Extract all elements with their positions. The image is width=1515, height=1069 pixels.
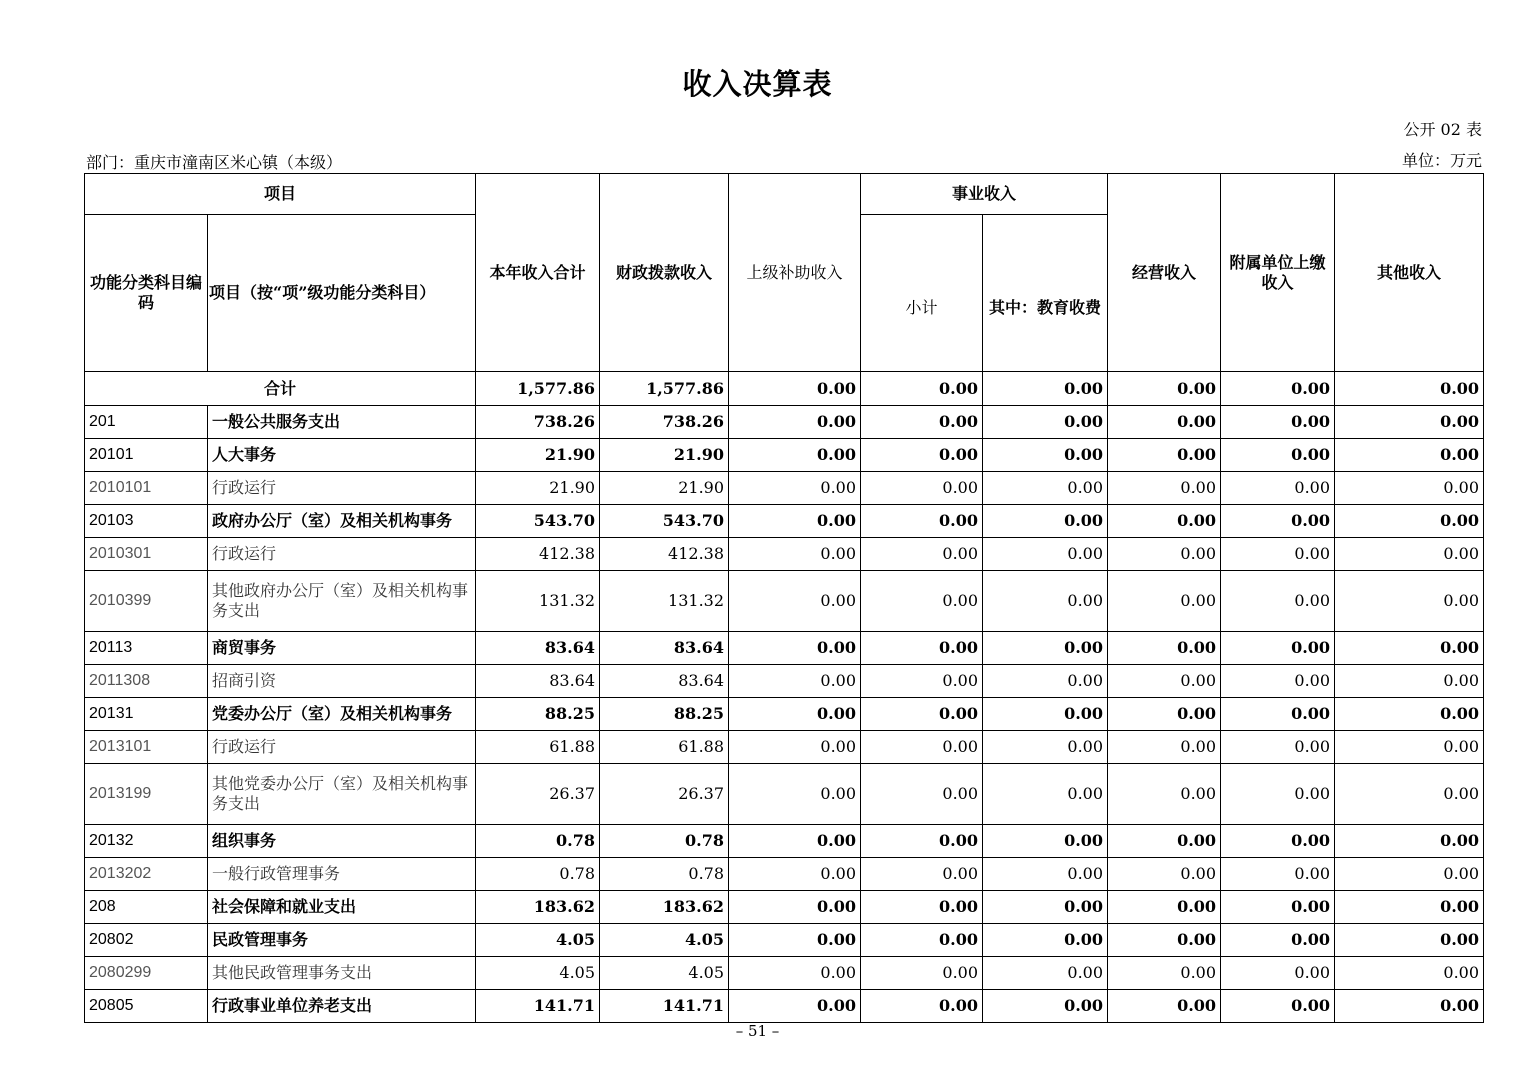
row-value: 0.00 <box>1108 505 1221 538</box>
unit-label: 单位：万元 <box>1401 151 1482 170</box>
total-value: 0.00 <box>729 372 861 406</box>
row-value: 141.71 <box>476 990 600 1023</box>
row-value: 0.00 <box>1335 698 1484 731</box>
row-value: 0.00 <box>729 505 861 538</box>
row-code: 20113 <box>85 632 208 665</box>
row-value: 0.00 <box>983 858 1108 891</box>
row-value: 0.00 <box>1221 825 1335 858</box>
row-value: 0.00 <box>1335 632 1484 665</box>
row-name: 人大事务 <box>208 439 476 472</box>
row-value: 0.00 <box>983 891 1108 924</box>
row-value: 0.00 <box>1335 406 1484 439</box>
row-name: 招商引资 <box>208 665 476 698</box>
row-value: 0.00 <box>861 891 983 924</box>
row-value: 0.78 <box>476 858 600 891</box>
row-code: 2010301 <box>85 538 208 571</box>
header-other: 其他收入 <box>1335 174 1484 372</box>
row-value: 0.00 <box>1335 731 1484 764</box>
row-code: 2011308 <box>85 665 208 698</box>
row-value: 61.88 <box>600 731 729 764</box>
row-value: 0.00 <box>1108 439 1221 472</box>
row-value: 0.00 <box>861 406 983 439</box>
row-value: 141.71 <box>600 990 729 1023</box>
row-value: 83.64 <box>476 632 600 665</box>
row-value: 0.00 <box>729 825 861 858</box>
row-name: 商贸事务 <box>208 632 476 665</box>
table-row <box>85 731 1484 764</box>
row-value: 131.32 <box>600 571 729 632</box>
row-value: 0.00 <box>1221 665 1335 698</box>
row-value: 0.00 <box>1221 505 1335 538</box>
table-row <box>85 472 1484 505</box>
page-title: 收入决算表 <box>682 67 833 101</box>
row-value: 21.90 <box>476 472 600 505</box>
header-operating: 经营收入 <box>1108 174 1221 372</box>
row-value: 0.00 <box>729 891 861 924</box>
total-value: 0.00 <box>983 372 1108 406</box>
row-value: 0.00 <box>729 439 861 472</box>
row-value: 0.00 <box>729 538 861 571</box>
row-value: 0.00 <box>983 731 1108 764</box>
row-value: 0.00 <box>1221 764 1335 825</box>
row-value: 0.00 <box>983 665 1108 698</box>
income-table <box>84 173 1484 1023</box>
row-value: 0.00 <box>1108 825 1221 858</box>
row-value: 0.00 <box>1221 858 1335 891</box>
row-name: 社会保障和就业支出 <box>208 891 476 924</box>
row-value: 738.26 <box>600 406 729 439</box>
row-value: 0.00 <box>1335 957 1484 990</box>
row-value: 0.00 <box>1108 731 1221 764</box>
row-value: 183.62 <box>476 891 600 924</box>
row-value: 0.00 <box>729 858 861 891</box>
row-value: 0.00 <box>861 698 983 731</box>
header-project: 项目 <box>85 174 476 215</box>
row-value: 0.00 <box>1335 858 1484 891</box>
row-value: 0.00 <box>729 406 861 439</box>
table-row <box>85 406 1484 439</box>
row-value: 0.00 <box>983 406 1108 439</box>
row-value: 543.70 <box>476 505 600 538</box>
row-value: 0.00 <box>1108 632 1221 665</box>
row-value: 0.00 <box>729 571 861 632</box>
row-value: 0.00 <box>983 990 1108 1023</box>
row-value: 0.00 <box>1335 825 1484 858</box>
row-name: 民政管理事务 <box>208 924 476 957</box>
row-value: 0.00 <box>861 632 983 665</box>
row-value: 738.26 <box>476 406 600 439</box>
row-value: 0.00 <box>983 764 1108 825</box>
row-value: 0.00 <box>983 825 1108 858</box>
row-value: 0.00 <box>1335 990 1484 1023</box>
row-value: 412.38 <box>476 538 600 571</box>
row-value: 0.00 <box>1221 439 1335 472</box>
row-value: 0.78 <box>600 825 729 858</box>
row-value: 0.00 <box>1108 891 1221 924</box>
row-value: 0.00 <box>861 439 983 472</box>
row-value: 0.00 <box>861 571 983 632</box>
row-value: 4.05 <box>600 924 729 957</box>
row-code: 20805 <box>85 990 208 1023</box>
total-value: 0.00 <box>1335 372 1484 406</box>
row-code: 20802 <box>85 924 208 957</box>
row-value: 83.64 <box>476 665 600 698</box>
form-number: 公开 02 表 <box>1403 120 1482 139</box>
row-value: 0.00 <box>1221 571 1335 632</box>
row-value: 0.00 <box>983 505 1108 538</box>
row-value: 21.90 <box>600 472 729 505</box>
row-value: 0.00 <box>1108 858 1221 891</box>
table-row <box>85 858 1484 891</box>
row-value: 0.00 <box>1221 472 1335 505</box>
row-value: 0.00 <box>861 472 983 505</box>
row-code: 2010101 <box>85 472 208 505</box>
row-value: 0.00 <box>1335 891 1484 924</box>
row-code: 2013101 <box>85 731 208 764</box>
department-label: 部门：重庆市潼南区米心镇（本级） <box>86 153 343 172</box>
row-value: 88.25 <box>476 698 600 731</box>
row-value: 0.00 <box>1221 924 1335 957</box>
row-value: 0.00 <box>861 538 983 571</box>
row-name: 党委办公厅（室）及相关机构事务 <box>208 698 476 731</box>
row-value: 0.00 <box>729 472 861 505</box>
row-value: 0.00 <box>1335 505 1484 538</box>
table-row <box>85 538 1484 571</box>
row-value: 0.00 <box>1335 924 1484 957</box>
table-row <box>85 764 1484 825</box>
row-value: 61.88 <box>476 731 600 764</box>
table-row <box>85 825 1484 858</box>
row-value: 4.05 <box>600 957 729 990</box>
row-value: 0.00 <box>1108 764 1221 825</box>
row-value: 0.00 <box>1221 698 1335 731</box>
header-affiliated: 附属单位上缴收入 <box>1221 174 1335 372</box>
row-value: 0.00 <box>1108 571 1221 632</box>
row-value: 4.05 <box>476 957 600 990</box>
row-value: 0.00 <box>861 665 983 698</box>
row-value: 0.00 <box>1335 764 1484 825</box>
header-business: 事业收入 <box>861 174 1108 215</box>
row-name: 其他党委办公厅（室）及相关机构事务支出 <box>208 764 476 825</box>
row-value: 21.90 <box>600 439 729 472</box>
row-name: 一般行政管理事务 <box>208 858 476 891</box>
row-name: 行政运行 <box>208 731 476 764</box>
row-value: 83.64 <box>600 665 729 698</box>
row-value: 0.00 <box>1108 406 1221 439</box>
header-superior: 上级补助收入 <box>729 174 861 372</box>
row-name: 其他政府办公厅（室）及相关机构事务支出 <box>208 571 476 632</box>
row-value: 0.00 <box>861 924 983 957</box>
row-value: 26.37 <box>476 764 600 825</box>
total-value: 0.00 <box>861 372 983 406</box>
row-value: 0.00 <box>729 924 861 957</box>
row-value: 0.00 <box>983 439 1108 472</box>
row-value: 0.00 <box>861 858 983 891</box>
row-value: 0.00 <box>861 825 983 858</box>
row-value: 0.00 <box>1335 538 1484 571</box>
row-code: 201 <box>85 406 208 439</box>
row-value: 0.00 <box>729 665 861 698</box>
row-code: 208 <box>85 891 208 924</box>
row-value: 4.05 <box>476 924 600 957</box>
page-number: – 51 – <box>735 1022 780 1040</box>
row-code: 2010399 <box>85 571 208 632</box>
row-value: 0.00 <box>1108 472 1221 505</box>
row-value: 21.90 <box>476 439 600 472</box>
row-value: 0.00 <box>1221 990 1335 1023</box>
row-value: 131.32 <box>476 571 600 632</box>
row-code: 2013199 <box>85 764 208 825</box>
row-value: 543.70 <box>600 505 729 538</box>
table-row <box>85 957 1484 990</box>
row-value: 0.00 <box>1221 538 1335 571</box>
header-code: 功能分类科目编码 <box>85 215 208 372</box>
total-value: 1,577.86 <box>600 372 729 406</box>
row-code: 20103 <box>85 505 208 538</box>
row-value: 0.00 <box>1108 665 1221 698</box>
row-code: 20101 <box>85 439 208 472</box>
table-body <box>85 372 1484 1023</box>
row-value: 0.00 <box>1221 731 1335 764</box>
row-name: 组织事务 <box>208 825 476 858</box>
row-value: 0.78 <box>476 825 600 858</box>
row-value: 0.00 <box>1221 957 1335 990</box>
row-value: 412.38 <box>600 538 729 571</box>
row-value: 0.00 <box>861 731 983 764</box>
table-row <box>85 924 1484 957</box>
row-value: 0.00 <box>861 505 983 538</box>
header-project-name: 项目（按“项”级功能分类科目） <box>208 215 476 372</box>
row-code: 2013202 <box>85 858 208 891</box>
row-value: 0.00 <box>729 764 861 825</box>
total-row <box>85 372 1484 406</box>
row-value: 0.00 <box>1335 439 1484 472</box>
row-value: 0.00 <box>729 957 861 990</box>
table-row <box>85 891 1484 924</box>
row-value: 0.00 <box>861 990 983 1023</box>
row-value: 0.00 <box>1108 957 1221 990</box>
row-value: 0.00 <box>861 764 983 825</box>
header-education: 其中：教育收费 <box>983 215 1108 372</box>
row-value: 0.00 <box>1335 571 1484 632</box>
row-name: 行政运行 <box>208 472 476 505</box>
row-value: 0.00 <box>1335 665 1484 698</box>
row-value: 0.00 <box>983 472 1108 505</box>
header-subtotal: 小计 <box>861 215 983 372</box>
row-name: 行政事业单位养老支出 <box>208 990 476 1023</box>
row-value: 0.00 <box>1221 632 1335 665</box>
table-row <box>85 665 1484 698</box>
row-code: 20131 <box>85 698 208 731</box>
table-row <box>85 698 1484 731</box>
row-name: 其他民政管理事务支出 <box>208 957 476 990</box>
row-value: 0.00 <box>1108 990 1221 1023</box>
table-row <box>85 571 1484 632</box>
row-code: 20132 <box>85 825 208 858</box>
row-value: 0.00 <box>983 698 1108 731</box>
row-value: 0.00 <box>983 571 1108 632</box>
row-name: 行政运行 <box>208 538 476 571</box>
row-name: 政府办公厅（室）及相关机构事务 <box>208 505 476 538</box>
row-value: 183.62 <box>600 891 729 924</box>
row-value: 88.25 <box>600 698 729 731</box>
row-value: 83.64 <box>600 632 729 665</box>
row-value: 0.00 <box>1335 472 1484 505</box>
total-value: 1,577.86 <box>476 372 600 406</box>
row-value: 0.00 <box>861 957 983 990</box>
row-value: 0.00 <box>1108 924 1221 957</box>
row-value: 0.00 <box>983 924 1108 957</box>
row-value: 0.00 <box>729 990 861 1023</box>
row-value: 0.00 <box>983 538 1108 571</box>
row-value: 0.00 <box>1108 538 1221 571</box>
table-row <box>85 439 1484 472</box>
row-value: 26.37 <box>600 764 729 825</box>
row-value: 0.00 <box>1108 698 1221 731</box>
table-row <box>85 632 1484 665</box>
header-total: 本年收入合计 <box>476 174 600 372</box>
total-label: 合计 <box>85 372 476 406</box>
total-value: 0.00 <box>1108 372 1221 406</box>
header-fiscal: 财政拨款收入 <box>600 174 729 372</box>
row-code: 2080299 <box>85 957 208 990</box>
row-name: 一般公共服务支出 <box>208 406 476 439</box>
row-value: 0.00 <box>983 632 1108 665</box>
row-value: 0.78 <box>600 858 729 891</box>
row-value: 0.00 <box>1221 406 1335 439</box>
row-value: 0.00 <box>729 632 861 665</box>
table-row <box>85 505 1484 538</box>
total-value: 0.00 <box>1221 372 1335 406</box>
table-row <box>85 990 1484 1023</box>
row-value: 0.00 <box>729 731 861 764</box>
row-value: 0.00 <box>1221 891 1335 924</box>
row-value: 0.00 <box>729 698 861 731</box>
row-value: 0.00 <box>983 957 1108 990</box>
